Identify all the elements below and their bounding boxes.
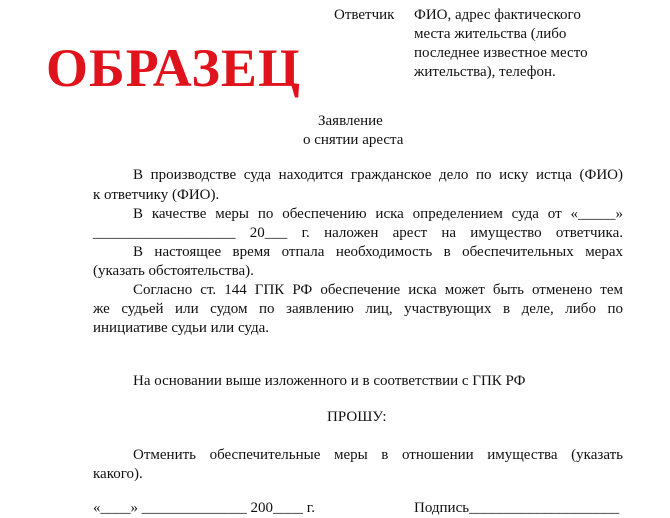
request-heading: ПРОШУ: xyxy=(327,409,387,425)
watermark-stamp: ОБРАЗЕЦ xyxy=(46,38,301,98)
body-line-1: В производстве суда находится гражданское дело по иску истца (ФИО) xyxy=(133,167,623,183)
footer-date: «____» ______________ 200____ г. xyxy=(93,500,315,516)
request-line-1: Отменить обеспечительные меры в отношении имущества (указать xyxy=(133,447,623,463)
body-line-6: (указать обстоятельства). xyxy=(93,263,254,279)
respondent-details-line-4: жительства), телефон. xyxy=(414,64,556,80)
document-title: Заявление xyxy=(318,113,383,129)
document-subtitle: о снятии ареста xyxy=(303,132,404,148)
body-line-3: В качестве меры по обеспечению иска определением суда от «_____» xyxy=(133,206,623,222)
body-line-5: В настоящее время отпала необходимость в обеспечительных мерах xyxy=(133,244,623,260)
body-line-4: ___________________ 20___ г. наложен арест на имущество ответчика. xyxy=(93,225,623,241)
body-line-8: же судьей или судом по заявлению лиц, участвующих в деле, либо по xyxy=(93,301,623,317)
request-line-2: какого). xyxy=(93,466,143,482)
body-line-2: к ответчику (ФИО). xyxy=(93,187,220,203)
respondent-details-line-1: ФИО, адрес фактического xyxy=(414,7,581,23)
respondent-label: Ответчик xyxy=(334,7,395,23)
body-line-9: инициативе судьи или суда. xyxy=(93,320,270,336)
basis-statement: На основании выше изложенного и в соответствии с ГПК РФ xyxy=(133,373,526,389)
respondent-details-line-2: места жительства (либо xyxy=(414,26,567,42)
respondent-details-line-3: последнее известное место xyxy=(414,45,588,61)
body-line-7: Согласно ст. 144 ГПК РФ обеспечение иска может быть отменено тем xyxy=(133,282,623,298)
footer-signature: Подпись____________________ xyxy=(414,500,620,516)
